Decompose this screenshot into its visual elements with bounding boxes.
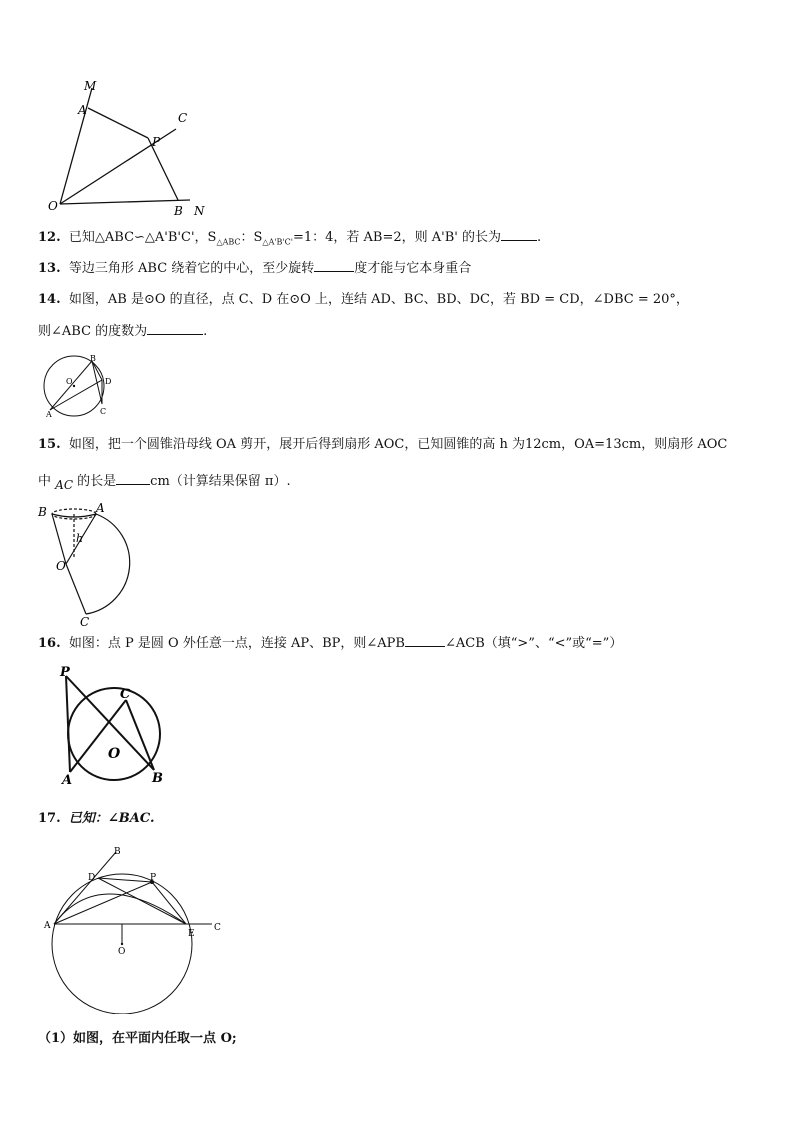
- subscript: △ABC: [216, 237, 241, 247]
- label-b: B: [152, 771, 163, 786]
- question-text: 度才能与它本身重合: [354, 261, 472, 276]
- label-d: D: [105, 377, 112, 386]
- question-text: 的长是: [77, 474, 117, 489]
- subscript: △A'B'C': [262, 237, 293, 247]
- label-c: C: [100, 407, 107, 416]
- question-17-part-1: [38, 1030, 237, 1048]
- answer-blank[interactable]: [405, 634, 445, 647]
- question-text: .: [203, 324, 208, 339]
- question-text: 已知：∠BAC.: [68, 811, 155, 826]
- label-p: P: [150, 873, 157, 883]
- question-text: 等边三角形 ABC 绕着它的中心，至少旋转: [68, 261, 315, 276]
- label-h: h: [76, 532, 84, 545]
- label-a: A: [62, 773, 73, 788]
- answer-blank[interactable]: [501, 228, 537, 241]
- label-o: O: [48, 199, 58, 213]
- label-c: C: [214, 923, 221, 933]
- question-text: ：S: [240, 230, 263, 245]
- question-17: [38, 810, 155, 828]
- label-o: O: [66, 377, 73, 386]
- figure-angle-mon: [40, 78, 220, 223]
- label-a: A: [46, 410, 52, 419]
- label-b: B: [174, 204, 183, 218]
- label-p: P: [60, 665, 70, 680]
- question-15-line2: [38, 472, 291, 491]
- question-text: cm（计算结果保留 π）.: [150, 474, 291, 489]
- question-number: 17.: [38, 811, 61, 826]
- question-16: [38, 634, 622, 653]
- label-e: E: [188, 929, 195, 939]
- question-number: 12.: [38, 230, 61, 245]
- question-14-line2: [38, 322, 207, 341]
- label-c: C: [178, 111, 188, 125]
- question-text: （1）如图，在平面内任取一点 O;: [38, 1031, 237, 1046]
- label-a: A: [44, 921, 51, 931]
- label-m: M: [84, 79, 97, 93]
- label-b: B: [114, 847, 121, 857]
- question-text: 如图，把一个圆锥沿母线 OA 剪开，展开后得到扇形 AOC，已知圆锥的高 h 为12cm，OA=13cm，则扇形 AOC: [68, 437, 728, 452]
- question-text: .: [536, 230, 542, 245]
- label-o: O: [56, 559, 66, 573]
- question-number: 13.: [38, 261, 61, 276]
- label-a: A: [78, 103, 87, 117]
- question-text: 如图，AB 是⊙O 的直径，点 C、D 在⊙O 上，连结 AD、BC、BD、DC，若 BD = CD，∠DBC = 20°，: [68, 292, 689, 307]
- figure-angle-bac-circle: [40, 844, 230, 1014]
- question-text: 则∠ABC 的度数为: [38, 324, 148, 339]
- question-14: [38, 291, 689, 309]
- label-b: B: [38, 505, 47, 519]
- label-a: A: [96, 501, 105, 515]
- question-13: [38, 259, 471, 278]
- answer-blank[interactable]: [147, 322, 203, 335]
- label-d: D: [88, 873, 96, 883]
- label-p: P: [152, 135, 161, 149]
- label-o: O: [118, 947, 126, 957]
- question-text: 已知△ABC∽△A'B'C'，S: [68, 230, 217, 245]
- label-o: O: [108, 746, 121, 762]
- question-text: 如图：点 P 是圆 O 外任意一点，连接 AP、BP，则∠APB: [68, 636, 405, 651]
- question-text: 中: [38, 474, 52, 489]
- question-12: [38, 228, 541, 252]
- question-number: 14.: [38, 292, 61, 307]
- label-n: N: [194, 204, 205, 218]
- question-number: 16.: [38, 636, 61, 651]
- figure-cone-sector: [34, 498, 134, 630]
- figure-circle-abcd: [36, 352, 116, 420]
- label-c: C: [120, 687, 131, 702]
- figure-circle-p: [56, 662, 176, 788]
- answer-blank[interactable]: [314, 259, 354, 272]
- question-15: [38, 436, 727, 454]
- label-c: C: [80, 615, 90, 629]
- question-number: 15.: [38, 437, 61, 452]
- question-text: ∠ACB（填“>”、“<”或“=”）: [444, 636, 623, 651]
- question-text: =1：4，若 AB=2，则 A'B' 的长为: [292, 230, 501, 245]
- answer-blank[interactable]: [116, 472, 150, 485]
- label-b: B: [90, 354, 96, 363]
- arc-ac: AC: [55, 478, 74, 492]
